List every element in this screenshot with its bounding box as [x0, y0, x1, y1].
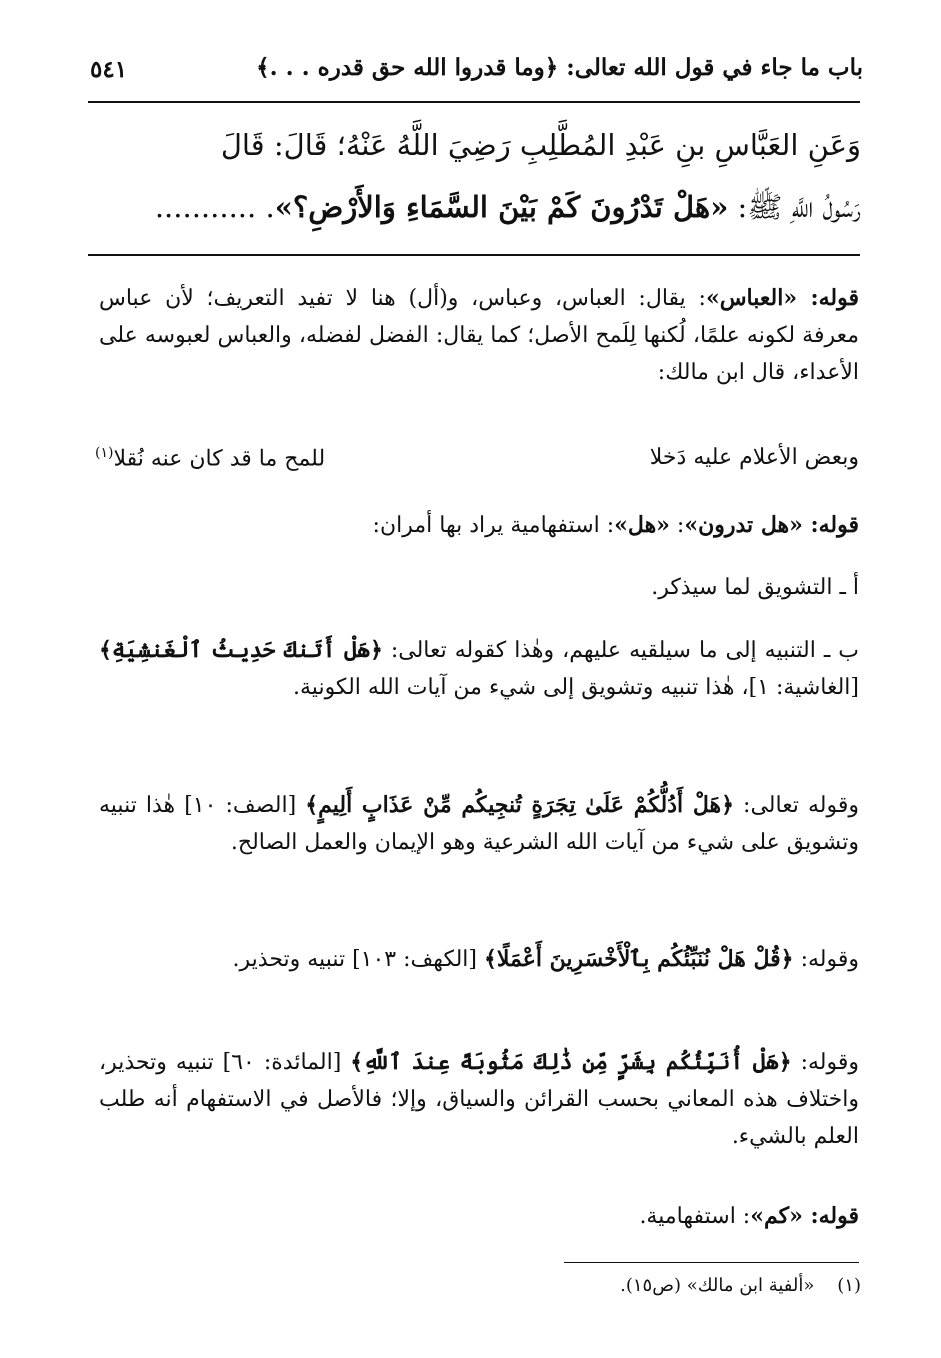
maida-text-a: وقوله:: [791, 1050, 859, 1075]
footnote-rule: [564, 1262, 859, 1263]
saff-text-b: [الصف: ١٠] هٰذا تنبيه وتشويق على شيء من آيات الله الشرعية وهو الإيمان والعمل الصالح.: [99, 793, 859, 855]
quran-verse-saff: ﴿هَلْ أَدُلُّكُمْ عَلَىٰ تِجَرَةٍ تُنجِيكُم مِّنْ عَذَابٍ أَلِيمٍ﴾: [305, 792, 734, 818]
hadith-prophet: رَسُولُ اللَّهِ ﷺ:: [728, 190, 861, 224]
point-b-text-b: [الغاشية: ١]، هٰذا تنبيه وتشويق إلى شيء من آيات الله الكونية.: [293, 675, 859, 700]
keyword-kam: قوله: «كم»: [750, 1203, 859, 1229]
verse-hemistich-left: [95, 445, 325, 471]
hadith-dots: . ...........: [154, 190, 275, 224]
page-number: ٥٤١: [90, 56, 128, 83]
point-b-text-a: ب ـ التنبيه إلى ما سيلقيه عليهم، وهٰذا كقوله تعالى:: [382, 638, 859, 663]
commentary-saff: [99, 787, 859, 861]
hadith-line-1: وَعَنِ العَبَّاسِ بنِ عَبْدِ المُطَّلِبِ رَضِيَ اللَّهُ عَنْهُ؛ قَالَ: قَالَ: [220, 128, 861, 162]
commentary-hal: [373, 512, 859, 538]
point-a: أ ـ التشويق لما سيذكر.: [651, 575, 859, 600]
commentary-kahf: [99, 941, 859, 978]
verse-hemistich-left-text: للمح ما قد كان عنه نُقلا: [113, 446, 326, 472]
hadith-rule: [88, 254, 860, 256]
footnote-marker: (١): [95, 445, 114, 461]
quran-verse-ghashiya: ﴿هَلْ أَتَنكَ حَدِيثُ ٱلْغَنشِيَةِ﴾: [99, 637, 383, 663]
hadith-quote: «هَلْ تَدْرُونَ كَمْ بَيْنَ السَّمَاءِ وَالأَرْضِ؟»: [274, 190, 729, 224]
kahf-text-a: وقوله:: [793, 947, 859, 972]
header-rule: [88, 101, 860, 103]
saff-text-a: وقوله تعالى:: [733, 793, 859, 818]
commentary-maida: [99, 1044, 859, 1155]
keyword-hal-tadrun: قوله: «هل تدرون»: [684, 512, 859, 538]
commentary-hal-text: : استفهامية يراد بها أمران:: [372, 513, 615, 538]
quran-verse-maida: ﴿هَلْ أُنَبِّئُكُم بِشَرٍّ مِّن ذَٰلِكَ مَثُوبَةً عِندَ ٱللَّهِ﴾: [350, 1049, 792, 1075]
separator: :: [669, 513, 685, 538]
commentary-abbas: [99, 280, 859, 391]
kahf-text-b: [الكهف: ١٠٣] تنبيه وتحذير.: [232, 947, 484, 972]
commentary-kam-text: : استفهامية.: [639, 1204, 751, 1229]
verse-hemistich-right: وبعض الأعلام عليه دَخلا: [649, 445, 859, 470]
running-header-title: باب ما جاء في قول الله تعالى: ﴿وما قدروا الله حق قدره . . .﴾: [256, 54, 863, 81]
footnote-text: «ألفية ابن مالك» (ص١٥).: [620, 1275, 815, 1296]
commentary-kam: [639, 1203, 859, 1229]
quran-verse-kahf: ﴿قُلْ هَلْ نُنَبِّئُكُم بِٱلْأَخْسَرِينَ أَعْمَلًا﴾: [484, 946, 794, 972]
keyword-abbas: قوله: «العباس»: [705, 285, 859, 311]
commentary-abbas-text: : يقال: العباس، وعباس، و(أل) هنا لا تفيد التعريف؛ لأن عباس معرفة لكونه علمًا، لُكنها لِلَمح الأصل؛ كما يقال: الفضل لفضله، والعباس لعبوسه على الأعداء، قال ابن مالك:: [99, 286, 859, 385]
maida-text-b: [المائدة: ٦٠] تنبيه وتحذير، واختلاف هذه المعاني بحسب القرائن والسياق، وإلا؛ فالأصل في الاستفهام أنه طلب العلم بالشيء.: [99, 1050, 859, 1149]
keyword-hal: «هل»: [614, 512, 670, 538]
hadith-line-2: [155, 190, 861, 232]
footnote: [620, 1275, 861, 1296]
footnote-number: (١): [837, 1275, 861, 1296]
point-b: [99, 632, 859, 706]
